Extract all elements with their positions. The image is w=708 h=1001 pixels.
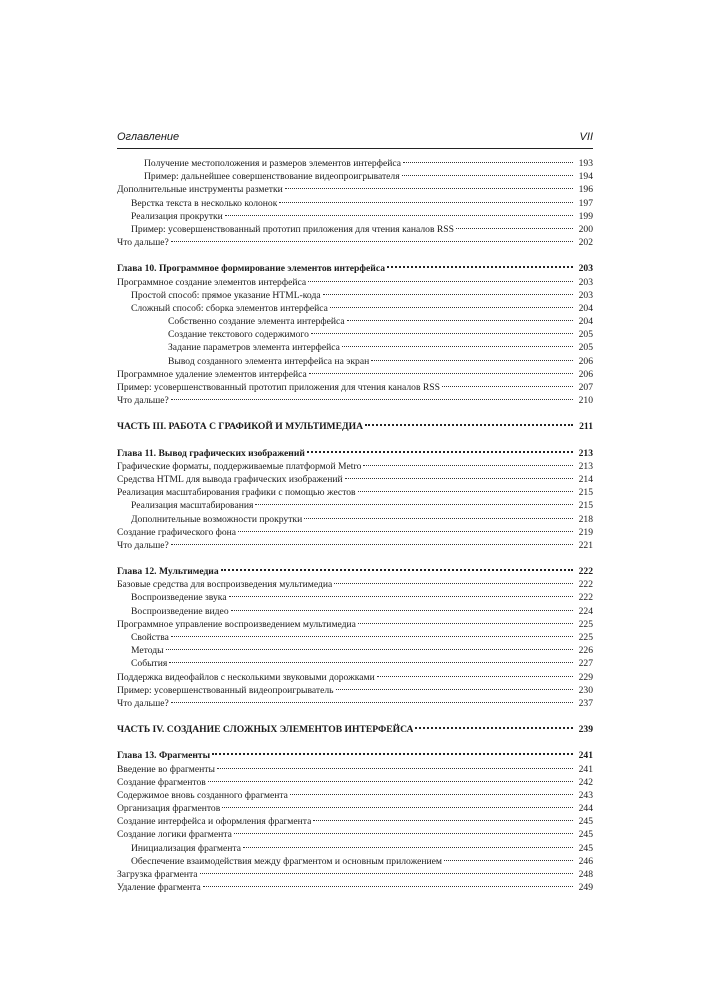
toc-entry-page: 242 [578,776,593,788]
toc-entry[interactable] [117,776,593,789]
toc-entry-title: Пример: усовершенствованный прототип приложения для чтения каналов RSS [131,223,454,235]
dot-leader [311,333,573,334]
toc-entry[interactable] [117,539,593,552]
toc-entry[interactable] [117,328,593,341]
toc-entry[interactable] [117,671,593,684]
toc-entry-page: 230 [578,684,593,696]
toc-entry[interactable] [117,868,593,881]
toc-entry-title: Создание интерфейса и оформления фрагмента [117,816,312,828]
toc-entry[interactable] [117,789,593,802]
header-page-number: VII [579,131,593,143]
toc-entry[interactable] [117,657,593,670]
toc-entry-title: Графические форматы, поддерживаемые платформой Metro [117,460,362,472]
toc-entry-page: 203 [578,263,593,275]
toc-entry-page: 194 [578,171,593,183]
toc-entry-title: Глава 11. Вывод графических изображений [117,447,305,459]
toc-entry[interactable] [117,368,593,381]
dot-leader [387,266,573,268]
toc-entry[interactable] [117,881,593,894]
toc-entry[interactable] [117,513,593,526]
toc-entry-page: 215 [578,500,593,512]
toc-entry[interactable] [117,855,593,868]
toc-entry[interactable] [117,499,593,512]
toc-entry[interactable] [117,644,593,657]
toc-entry[interactable] [117,276,593,289]
toc-entry[interactable] [117,802,593,815]
dot-leader [403,162,573,163]
toc-part[interactable] [117,723,593,736]
toc-entry-page: 200 [578,223,593,235]
toc-entry-page: 229 [578,671,593,683]
toc-entry[interactable] [117,289,593,302]
toc-entry-title: Создание графического фона [117,526,237,538]
toc-entry-title: ЧАСТЬ IV. СОЗДАНИЕ СЛОЖНЫХ ЭЛЕМЕНТОВ ИНТЕРФЕЙСА [117,724,414,736]
toc-entry-title: Что дальше? [117,697,169,709]
toc-entry-page: 224 [578,605,593,617]
section-gap [117,249,593,262]
toc-entry-page: 218 [578,513,593,525]
dot-leader [402,175,573,176]
dot-leader [221,569,573,571]
toc-entry-title: Реализация масштабирования графики с помощью жестов [117,487,356,499]
dot-leader [304,518,573,519]
toc-entry-page: 241 [578,763,593,775]
toc-entry-page: 193 [578,158,593,169]
toc-entry-title: Получение местоположения и размеров элементов интерфейса [144,158,401,169]
toc-entry-title: Свойства [131,632,169,643]
toc-entry-title: Верстка текста в несколько колонок [131,197,278,209]
toc-entry-title: Дополнительные возможности прокрутки [131,513,303,525]
toc-entry-title: Что дальше? [117,237,169,249]
dot-leader [358,491,573,492]
toc-entry-title: Что дальше? [117,395,169,407]
toc-entry-title: Задание параметров элемента интерфейса [168,342,340,354]
toc-entry-page: 248 [578,869,593,880]
dot-leader [171,636,573,637]
toc-entry-page: 249 [578,882,593,894]
toc-entry[interactable] [117,631,593,644]
toc-entry-title: Сложный способ: сборка элементов интерфейса [131,302,328,314]
toc-entry-title: Вывод созданного элемента интерфейса на экран [168,355,370,367]
toc-entry[interactable] [117,473,593,486]
toc-entry-page: 203 [578,276,593,288]
toc-entry-page: 203 [578,289,593,301]
dot-leader [334,583,573,584]
toc-entry-page: 219 [578,526,593,538]
toc-entry-title: Базовые средства для воспроизведения мультимедиа [117,579,333,591]
toc-entry-title: Средства HTML для вывода графических изображений [117,473,343,485]
toc-entry-page: 225 [578,632,593,643]
toc-entry[interactable] [117,842,593,855]
toc-entry[interactable] [117,302,593,315]
toc-entry-title: Пример: усовершенствованный видеопроигрыватель [117,684,334,696]
dot-leader [255,504,573,505]
dot-leader [290,794,573,795]
toc-entry[interactable] [117,697,593,710]
toc-entry[interactable] [117,170,593,183]
toc-entry-title: Программное удаление элементов интерфейса [117,368,307,380]
dot-leader [217,768,573,769]
dot-leader [285,188,573,189]
toc-entry[interactable] [117,236,593,249]
toc-entry-title: Дополнительные инструменты разметки [117,184,283,196]
toc-entry-page: 243 [578,789,593,801]
dot-leader [342,346,573,347]
toc-entry-page: 239 [578,724,593,736]
dot-leader [358,623,573,624]
dot-leader [166,649,573,650]
toc-entry-page: 227 [578,658,593,670]
toc-entry-page: 207 [578,382,593,393]
dot-leader [229,596,573,597]
toc-entry-title: Организация фрагментов [117,803,221,815]
section-gap [117,736,593,749]
toc-entry-page: 204 [578,302,593,314]
toc-entry[interactable] [117,526,593,539]
dot-leader [171,544,573,545]
toc-entry-title: Обеспечение взаимодействия между фрагментом и основным приложением [131,855,442,867]
dot-leader [365,424,573,426]
toc-entry[interactable] [117,394,593,407]
toc-entry[interactable] [117,460,593,473]
toc-entry-title: Методы [131,645,164,657]
toc-entry-page: 213 [578,460,593,472]
dot-leader [313,820,573,821]
dot-leader [234,833,573,834]
toc-entry-page: 245 [578,816,593,828]
toc-chapter[interactable] [117,262,593,275]
dot-leader [308,281,573,282]
toc-entry-title: События [131,658,168,670]
toc-entry[interactable] [117,605,593,618]
dot-leader [371,360,573,361]
toc-entry[interactable] [117,197,593,210]
toc-entry-page: 196 [578,184,593,196]
dot-leader [203,886,573,887]
toc-chapter[interactable] [117,749,593,762]
toc-entry-page: 206 [578,355,593,367]
header-rule [117,148,593,149]
toc-entry-title: Пример: дальнейшее совершенствование видеопроигрывателя [144,171,400,183]
toc-entry-title: Введение во фрагменты [117,763,215,775]
toc-chapter[interactable] [117,565,593,578]
toc-entry[interactable] [117,618,593,631]
toc-entry-page: 213 [578,447,593,459]
toc-entry-page: 245 [578,829,593,841]
toc-entry-page: 204 [578,316,593,328]
toc-entry-title: Воспроизведение звука [131,592,227,604]
dot-leader [212,753,573,755]
dot-leader [456,228,573,229]
dot-leader [347,320,573,321]
toc-entry[interactable] [117,486,593,499]
toc-entry-title: Создание логики фрагмента [117,829,232,841]
toc-entry[interactable] [117,763,593,776]
dot-leader [208,781,573,782]
toc-chapter[interactable] [117,447,593,460]
dot-leader [200,873,573,874]
toc-entry-title: Собственно создание элемента интерфейса [168,316,345,328]
dot-leader [222,807,573,808]
toc-entry[interactable] [117,591,593,604]
toc-entry-title: Программное управление воспроизведением мультимедиа [117,618,356,630]
toc-entry-title: Глава 10. Программное формирование элементов интерфейса [117,263,385,275]
toc-entry-page: 244 [578,803,593,815]
toc-entry-page: 202 [578,237,593,249]
toc-entry-page: 210 [578,395,593,407]
dot-leader [238,531,573,532]
dot-leader [171,241,573,242]
dot-leader [279,202,573,203]
dot-leader [309,373,573,374]
toc-entry-title: Создание фрагментов [117,776,206,788]
toc-entry-title: Поддержка видеофайлов с несколькими звуковыми дорожками [117,671,375,683]
dot-leader [307,451,573,453]
dot-leader [336,689,574,690]
dot-leader [363,465,573,466]
toc-entry-page: 246 [578,855,593,867]
toc-entry-page: 222 [578,592,593,604]
toc-entry[interactable] [117,355,593,368]
table-of-contents [117,157,593,894]
toc-entry[interactable] [117,828,593,841]
toc-entry-page: 222 [578,566,593,578]
toc-entry-title: Глава 12. Мультимедиа [117,566,219,578]
section-gap [117,407,593,420]
toc-entry-title: Содержимое вновь созданного фрагмента [117,789,288,801]
dot-leader [171,702,573,703]
toc-entry-title: Инициализация фрагмента [131,842,241,854]
toc-entry-title: Реализация прокрутки [131,210,223,222]
toc-entry-page: 206 [578,368,593,380]
toc-entry-title: Удаление фрагмента [117,882,201,894]
toc-entry-title: ЧАСТЬ III. РАБОТА С ГРАФИКОЙ И МУЛЬТИМЕДИА [117,421,363,433]
dot-leader [243,847,573,848]
dot-leader [415,727,573,729]
toc-entry-page: 205 [578,329,593,341]
dot-leader [231,610,573,611]
dot-leader [225,215,573,216]
toc-entry-page: 214 [578,473,593,485]
toc-entry[interactable] [117,315,593,328]
toc-entry-page: 245 [578,842,593,854]
toc-entry-page: 215 [578,487,593,499]
toc-entry-page: 237 [578,697,593,709]
header-title: Оглавление [117,131,180,143]
page-header [117,131,593,143]
dot-leader [444,860,573,861]
toc-entry[interactable] [117,341,593,354]
toc-entry-page: 241 [578,750,593,762]
toc-part[interactable] [117,420,593,433]
toc-entry-page: 199 [578,210,593,222]
toc-entry-page: 205 [578,342,593,354]
toc-entry-title: Реализация масштабирования [131,500,254,512]
toc-entry-page: 221 [578,539,593,551]
toc-entry[interactable] [117,815,593,828]
section-gap [117,434,593,447]
toc-entry-title: Пример: усовершенствованный прототип приложения для чтения каналов RSS [117,382,440,393]
toc-entry[interactable] [117,210,593,223]
toc-entry-title: Программное создание элементов интерфейса [117,276,307,288]
section-gap [117,552,593,565]
toc-entry-title: Глава 13. Фрагменты [117,750,211,762]
toc-entry-title: Создание текстового содержимого [168,329,309,341]
section-gap [117,710,593,723]
dot-leader [330,307,573,308]
dot-leader [345,478,573,479]
dot-leader [323,294,573,295]
toc-entry-page: 222 [578,579,593,591]
toc-entry[interactable] [117,183,593,196]
toc-entry-title: Что дальше? [117,539,169,551]
toc-entry[interactable] [117,381,593,394]
dot-leader [442,386,573,387]
dot-leader [171,399,573,400]
toc-entry-page: 197 [578,197,593,209]
toc-entry-title: Загрузка фрагмента [117,869,198,880]
toc-entry-title: Воспроизведение видео [131,605,229,617]
toc-entry[interactable] [117,578,593,591]
toc-entry[interactable] [117,684,593,697]
toc-entry-page: 226 [578,645,593,657]
toc-entry[interactable] [117,223,593,236]
toc-entry-page: 211 [579,421,593,433]
toc-entry-page: 225 [578,618,593,630]
toc-entry[interactable] [117,157,593,170]
toc-entry-title: Простой способ: прямое указание HTML-кода [131,289,321,301]
dot-leader [377,676,573,677]
dot-leader [169,662,573,663]
